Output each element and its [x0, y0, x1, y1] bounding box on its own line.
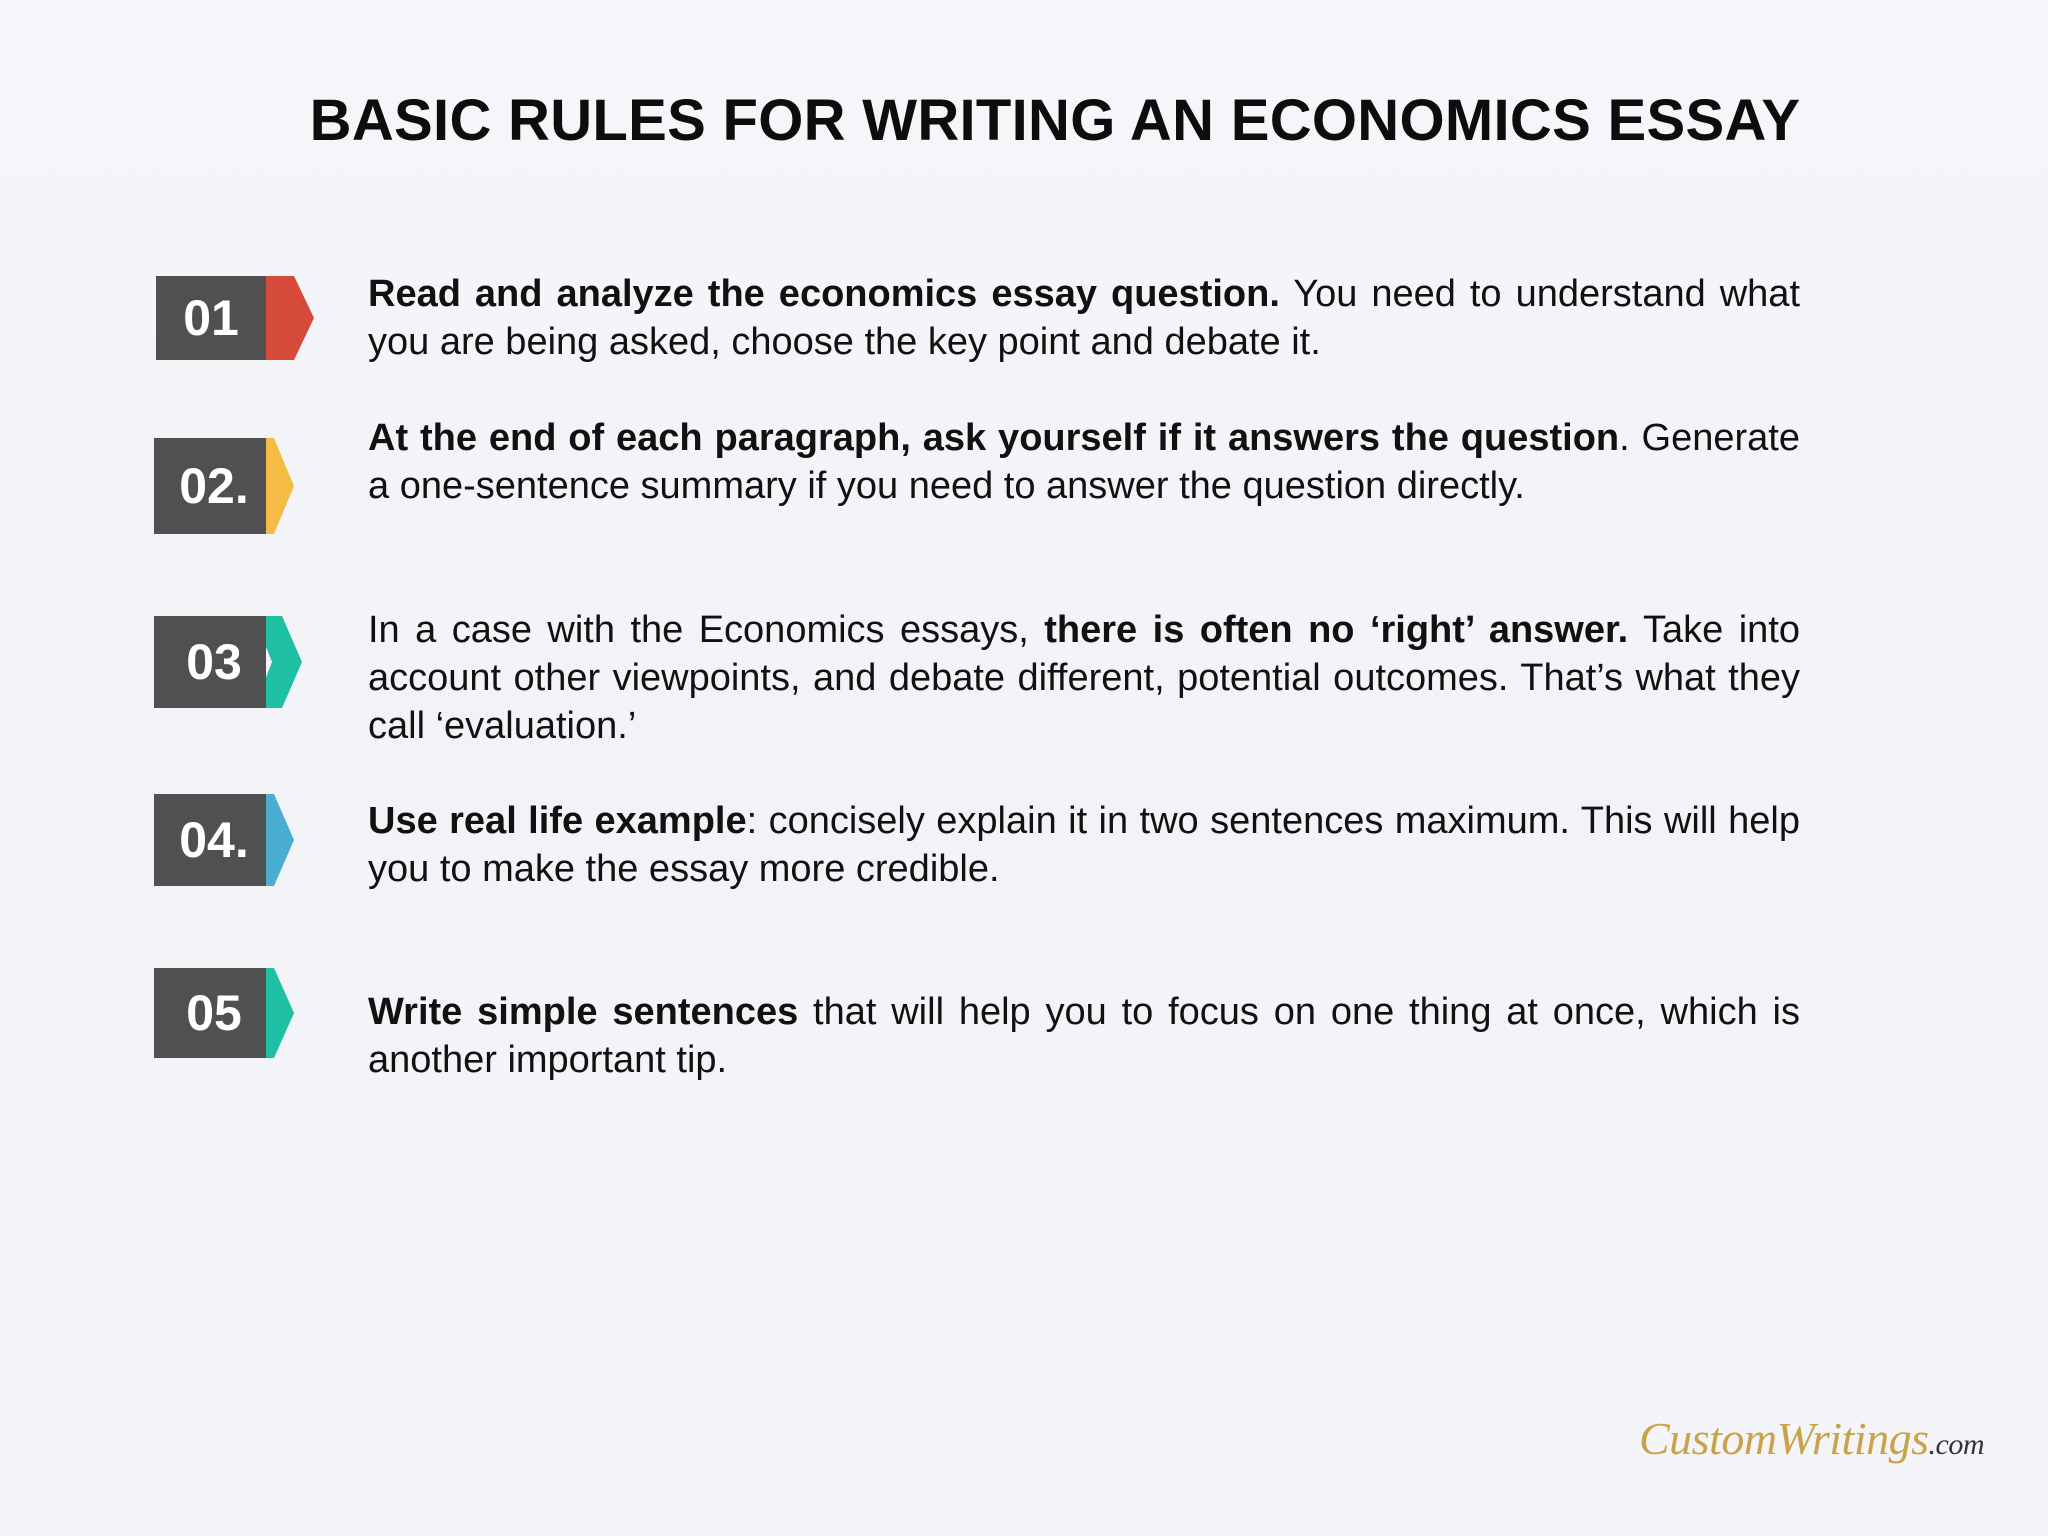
rule-body-text: : concisely explain it in two sentences maximum. This will help you to make the essay more credible. [368, 800, 1800, 890]
chevron-arrow-icon [258, 276, 318, 360]
rule-number-badge-03 [154, 616, 304, 708]
rule-number-badge-04 [154, 794, 304, 886]
rule-intro-text: In a case with the Economics essays, [368, 609, 1045, 651]
rule-number: 01 [156, 276, 266, 360]
rule-body-text: that will help you to focus on one thing at once, which is another important tip. [368, 991, 1800, 1081]
rule-bold-text: At the end of each paragraph, ask yourself if it answers the question [368, 417, 1620, 459]
rule-number: 03 [154, 616, 266, 708]
rule-bold-text: Write simple sentences [368, 991, 799, 1033]
rule-number: 02. [154, 438, 266, 534]
rule-number-badge-05 [154, 968, 304, 1058]
rule-number-badge-01 [156, 276, 312, 360]
rule-bold-text: Use real life example [368, 800, 747, 842]
brand-logo [1639, 1412, 1984, 1465]
rule-bold-text: Read and analyze the economics essay question. [368, 273, 1280, 315]
brand-name: CustomWritings [1639, 1413, 1929, 1464]
rule-number-badge-02 [154, 438, 304, 534]
rule-text-01 [368, 270, 1800, 366]
rule-body-text: Take into account other viewpoints, and debate different, potential outcomes. That’s what they call ‘evaluation.’ [368, 609, 1800, 747]
rule-body-text: You need to understand what you are being asked, choose the key point and debate it. [368, 273, 1800, 363]
rule-text-03 [368, 606, 1800, 750]
rule-number: 04. [154, 794, 266, 886]
rule-number: 05 [154, 968, 266, 1058]
rule-text-05 [368, 988, 1800, 1084]
page-title: BASIC RULES FOR WRITING AN ECONOMICS ESSAY [309, 88, 1801, 153]
chevron-arrow-shape [258, 276, 314, 360]
rule-text-04 [368, 797, 1800, 893]
rule-body-text: . Generate a one-sentence summary if you need to answer the question directly. [368, 417, 1800, 507]
rule-bold-text: there is often no ‘right’ answer. [1044, 609, 1629, 651]
rule-text-02 [368, 414, 1800, 510]
brand-tld: .com [1928, 1428, 1984, 1461]
